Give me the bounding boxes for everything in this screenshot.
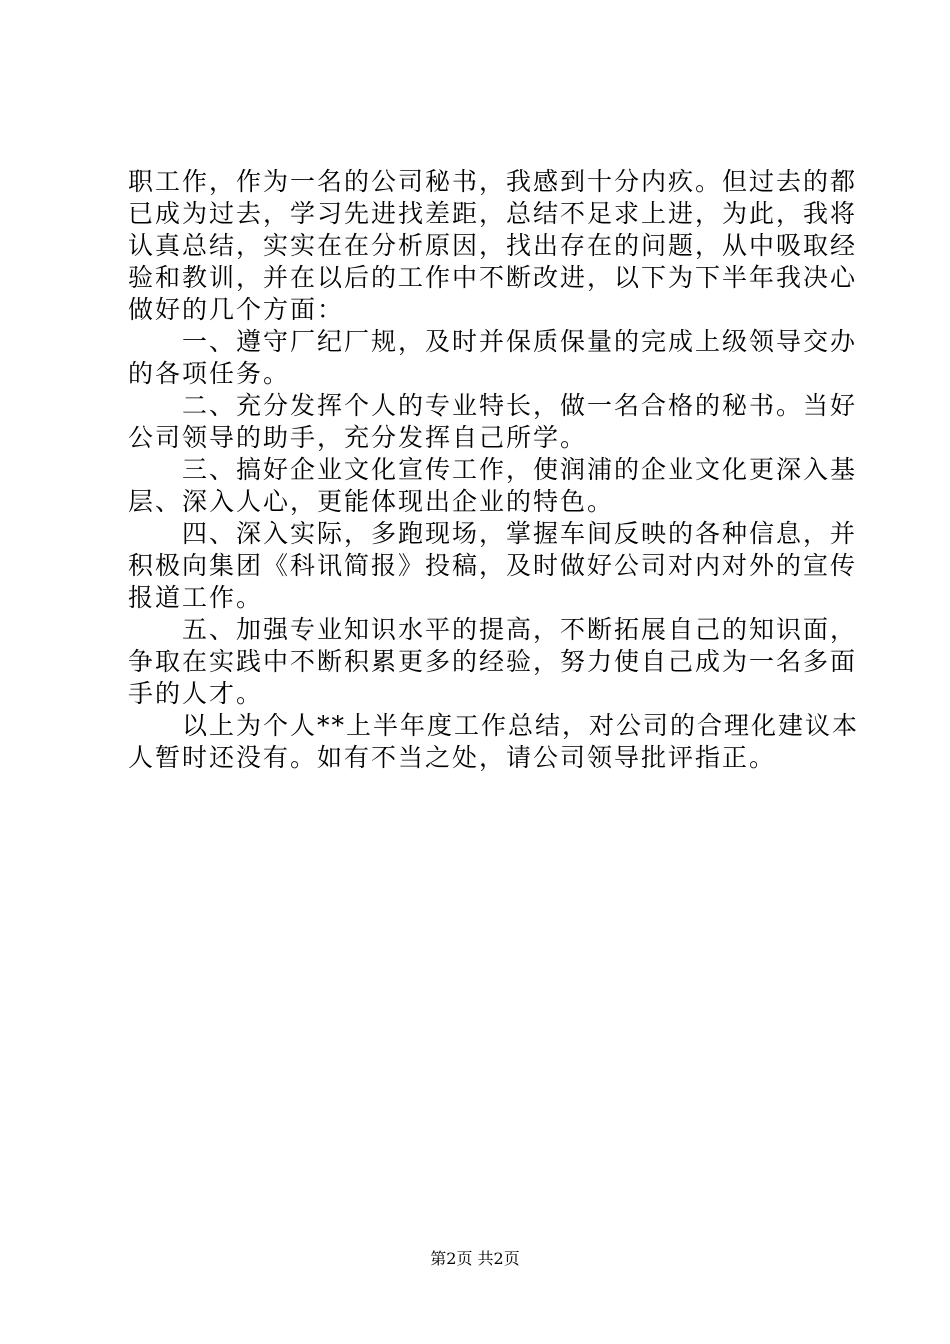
text-line: 五、加强专业知识水平的提高，不断拓展自己的知识面， [128, 615, 858, 644]
document-body [128, 166, 860, 774]
text-line: 层、深入人心，更能体现出企业的特色。 [128, 487, 615, 516]
text-line: 认真总结，实实在在分析原因，找出存在的问题，从中吸取经 [128, 231, 858, 260]
text-line: 以上为个人**上半年度工作总结，对公司的合理化建议本 [128, 711, 860, 740]
text-line: 的各项任务。 [128, 359, 291, 388]
text-line: 四、深入实际，多跑现场，掌握车间反映的各种信息，并 [128, 519, 858, 548]
text-line: 验和教训，并在以后的工作中不断改进，以下为下半年我决心 [128, 263, 858, 292]
text-line: 人暂时还没有。如有不当之处，请公司领导批评指正。 [128, 743, 777, 772]
text-line: 公司领导的助手，充分发挥自己所学。 [128, 423, 588, 452]
text-line: 二、充分发挥个人的专业特长，做一名合格的秘书。当好 [128, 391, 858, 420]
page-number-footer: 第2页 共2页 [430, 1249, 520, 1268]
text-line: 积极向集团《科讯简报》投稿，及时做好公司对内对外的宣传 [128, 551, 858, 580]
text-line: 手的人才。 [128, 679, 264, 708]
text-line: 一、遵守厂纪厂规，及时并保质保量的完成上级领导交办 [128, 327, 858, 356]
text-line: 争取在实践中不断积累更多的经验，努力使自己成为一名多面 [128, 647, 858, 676]
text-line: 做好的几个方面： [128, 295, 345, 324]
text-line: 职工作，作为一名的公司秘书，我感到十分内疚。但过去的都 [128, 167, 858, 196]
text-line: 已成为过去，学习先进找差距，总结不足求上进，为此，我将 [128, 199, 858, 228]
text-line: 三、搞好企业文化宣传工作，使润浦的企业文化更深入基 [128, 455, 858, 484]
text-line: 报道工作。 [128, 583, 264, 612]
